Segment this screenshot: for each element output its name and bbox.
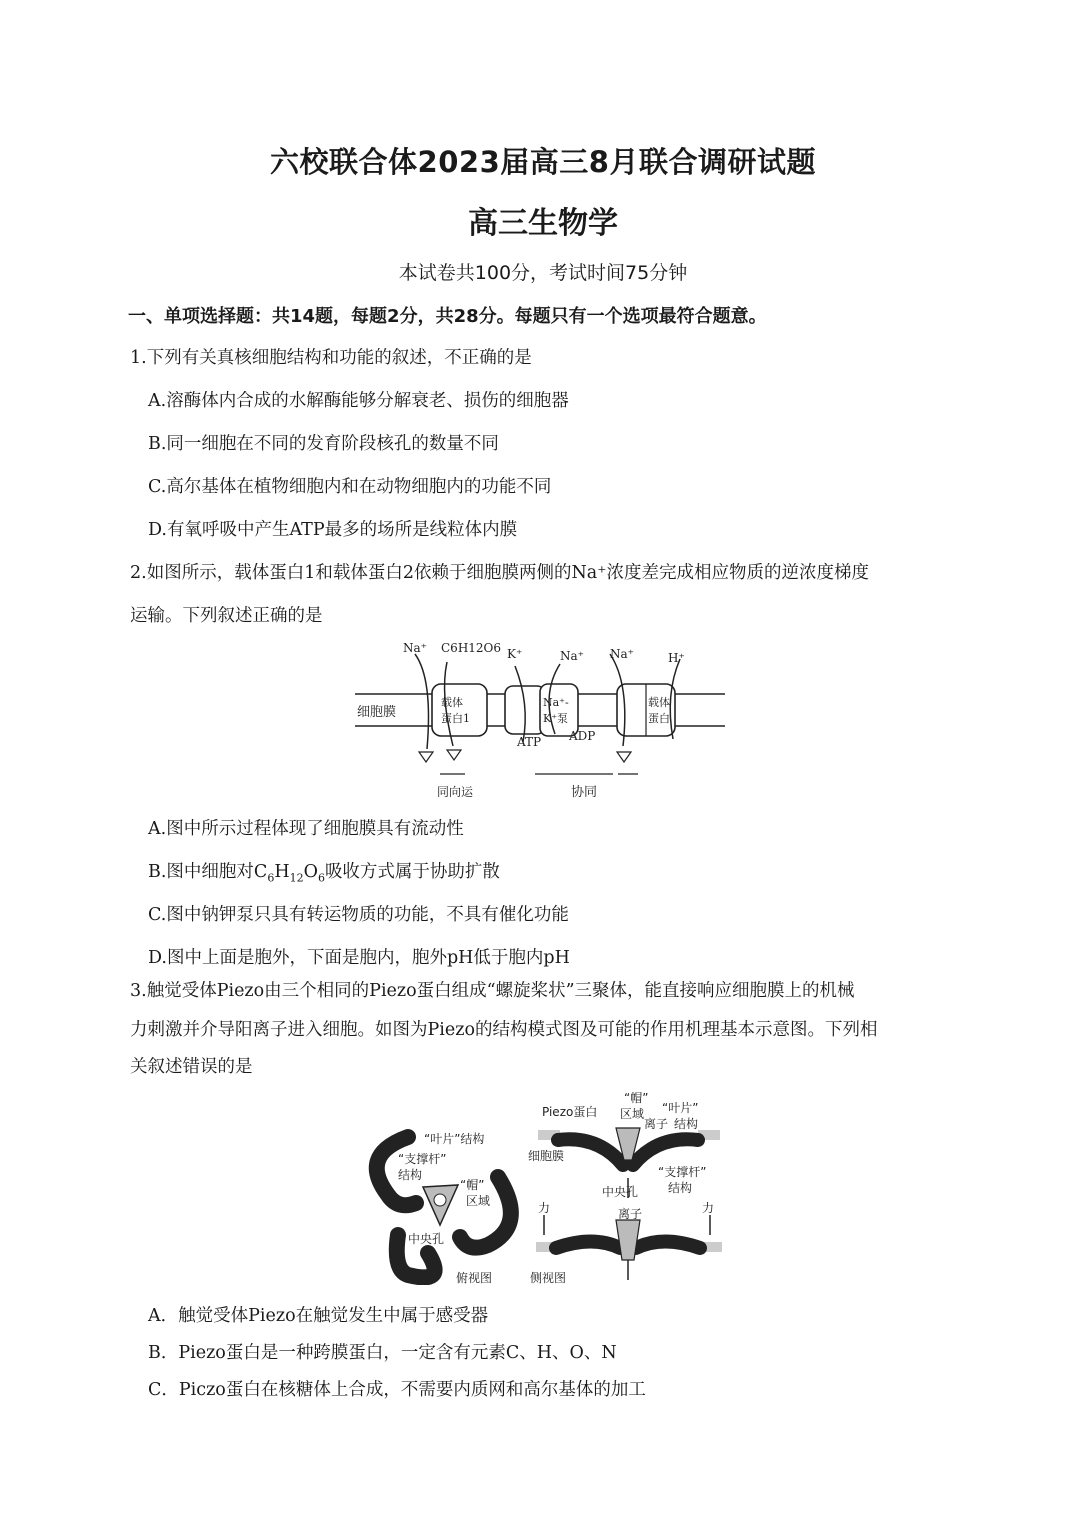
piezo-side-view-figure (528, 1090, 728, 1285)
fig-pump-a: Na⁺- (543, 696, 569, 709)
q1-option-a: A.溶酶体内合成的水解酶能够分解衰老、损伤的细胞器 (148, 391, 569, 411)
fig-pump-b: K⁺泵 (543, 712, 569, 725)
q2-option-b: B.图中细胞对$C_6H_{12}O_6$吸收方式属于协助扩散 (148, 862, 500, 885)
top-rod-label-2: 结构 (398, 1168, 423, 1182)
side-membrane-label: 细胞膜 (528, 1149, 565, 1163)
fig-k: K⁺ (507, 647, 523, 661)
side-piezo-label: Piezo蛋白 (542, 1105, 598, 1119)
top-view-label: 俯视图 (456, 1271, 493, 1285)
q3-option-c: C．Piczo蛋白在核糖体上合成，不需要内质网和高尔基体的加工 (148, 1380, 646, 1400)
top-cap-label-2: 区域 (466, 1194, 491, 1208)
top-pore-label: 中央孔 (408, 1232, 445, 1246)
side-leaf-label-2: 结构 (674, 1117, 699, 1131)
q2-option-c: C.图中钠钾泵只具有转运物质的功能，不具有催化功能 (148, 905, 569, 925)
membrane-transport-figure (355, 634, 725, 802)
section-heading: 一、单项选择题：共14题，每题2分，共28分。每题只有一个选项最符合题意。 (128, 306, 767, 327)
piezo-top-view-figure (368, 1125, 533, 1285)
fig-membrane: 细胞膜 (357, 705, 397, 720)
top-leaf-label: “叶片”结构 (424, 1132, 485, 1146)
side-leaf-label-1: “叶片” (662, 1101, 699, 1115)
side-rod-label-2: 结构 (668, 1181, 693, 1195)
side-ion-label-2: 离子 (618, 1207, 643, 1221)
q2-option-a: A.图中所示过程体现了细胞膜具有流动性 (148, 819, 464, 839)
side-force-right: 力 (702, 1201, 715, 1215)
side-view-label: 侧视图 (530, 1271, 567, 1285)
fig-glucose: C6H12O6 (441, 641, 502, 655)
subject-title: 高三生物学 (468, 206, 618, 241)
fig-h: H⁺ (668, 651, 685, 665)
q1-option-c: C.高尔基体在植物细胞内和在动物细胞内的功能不同 (148, 477, 552, 497)
fig-carrier1-b: 蛋白1 (441, 712, 470, 725)
fig-atp: ATP (517, 735, 542, 749)
q2-option-d: D.图中上面是胞外，下面是胞内，胞外pH低于胞内pH (148, 948, 570, 968)
q3-stem-line3: 关叙述错误的是 (130, 1057, 253, 1077)
fig-na3: Na⁺ (610, 647, 634, 661)
q2-option-b-pre: B.图中细胞对C (148, 862, 268, 882)
side-ion-label: 离子 (644, 1117, 669, 1131)
q3-stem-line2: 力刺激并介导阳离子进入细胞。如图为Piezo的结构模式图及可能的作用机理基本示意图。下列相 (130, 1020, 878, 1040)
exam-info: 本试卷共100分，考试时间75分钟 (398, 262, 688, 284)
fig-carrier2-a: 载体 (648, 696, 670, 709)
side-rod-label-1: “支撑杆” (658, 1165, 707, 1179)
q2-stem-line1: 2.如图所示，载体蛋白1和载体蛋白2依赖于细胞膜两侧的Na⁺浓度差完成相应物质的逆浓度梯度 (130, 563, 869, 583)
top-cap-label-1: “帽” (460, 1178, 485, 1192)
fig-na1: Na⁺ (403, 641, 427, 655)
q1-option-b: B.同一细胞在不同的发育阶段核孔的数量不同 (148, 434, 499, 454)
q3-option-a: A．触觉受体Piezo在触觉发生中属于感受器 (148, 1306, 489, 1326)
q2-stem-line2: 运输。下列叙述正确的是 (130, 606, 323, 626)
top-rod-label-1: “支撑杆” (398, 1152, 447, 1166)
fig-label-cotransport: 同向运 (437, 785, 474, 799)
side-pore-label: 中央孔 (602, 1185, 639, 1199)
q3-stem-line1: 3.触觉受体Piezo由三个相同的Piezo蛋白组成“螺旋桨状”三聚体，能直接响应细胞膜上的机械 (130, 981, 855, 1001)
fig-carrier2-b: 蛋白 (648, 712, 670, 725)
side-cap-label-1: “帽” (624, 1091, 649, 1105)
fig-adp: ADP (569, 729, 596, 743)
exam-title: 六校联合体2023届高三8月联合调研试题 (270, 145, 816, 179)
fig-carrier1-a: 载体 (441, 696, 463, 709)
side-cap-label-2: 区域 (620, 1107, 645, 1121)
fig-label-coordinate: 协同 (571, 785, 598, 800)
side-force-left: 力 (538, 1201, 551, 1215)
q3-option-b: B．Piezo蛋白是一种跨膜蛋白，一定含有元素C、H、O、N (148, 1343, 617, 1363)
q1-option-d: D.有氧呼吸中产生ATP最多的场所是线粒体内膜 (148, 520, 518, 540)
q2-option-b-post: 吸收方式属于协助扩散 (324, 862, 500, 882)
q1-stem: 1.下列有关真核细胞结构和功能的叙述，不正确的是 (130, 348, 532, 368)
fig-na2: Na⁺ (560, 649, 584, 663)
